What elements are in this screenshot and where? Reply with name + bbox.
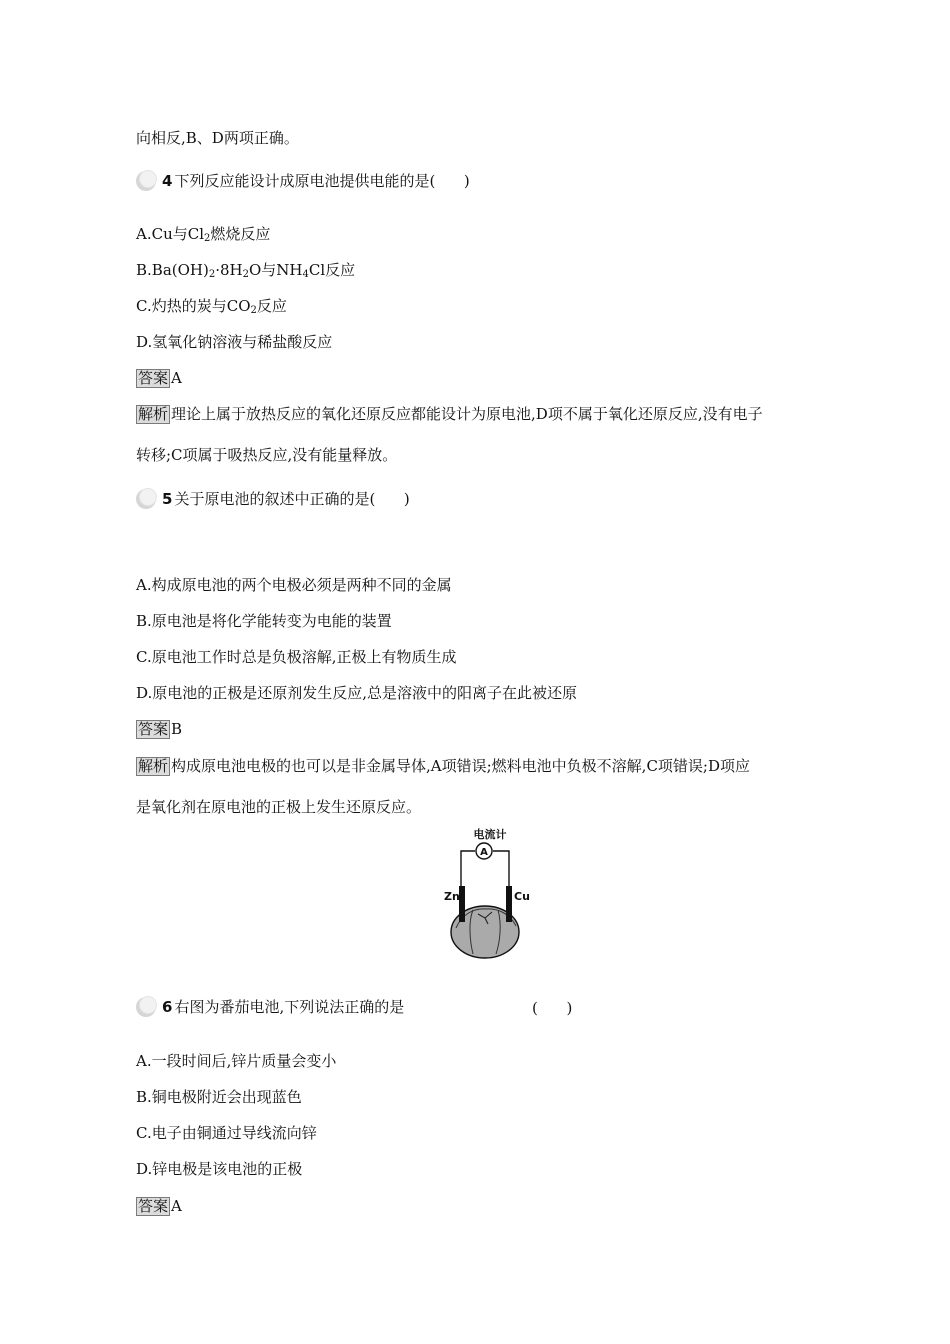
option-6b: B.铜电极附近会出现蓝色 <box>136 1088 302 1106</box>
question-6-paren: ( ) <box>532 999 573 1017</box>
question-5-stem <box>136 488 410 510</box>
question-number: 6 <box>162 998 173 1016</box>
option-4a: A.Cu与$Cl_2$燃烧反应 <box>136 225 271 244</box>
answer-paren: ) <box>375 490 410 508</box>
analysis-tag: 解析 <box>138 405 169 423</box>
question-6-stem <box>136 996 404 1018</box>
copper-electrode <box>506 886 512 922</box>
analysis-4-line-2: 转移;C项属于吸热反应,没有能量释放。 <box>136 446 398 464</box>
question-text: 下列反应能设计成原电池提供电能的是( <box>174 172 436 190</box>
analysis-4-line-1 <box>136 404 763 424</box>
answer-5 <box>136 719 182 739</box>
analysis-5-line-2: 是氧化剂在原电池的正极上发生还原反应。 <box>136 798 422 816</box>
option-5c: C.原电池工作时总是负极溶解,正极上有物质生成 <box>136 648 457 666</box>
question-text: 关于原电池的叙述中正确的是( <box>174 490 376 508</box>
question-marker-icon <box>136 170 160 192</box>
question-number: 5 <box>162 490 173 508</box>
meter-label: 电流计 <box>473 828 507 841</box>
analysis-text: 理论上属于放热反应的氧化还原反应都能设计为原电池,D项不属于氧化还原反应,没有电子 <box>171 405 763 423</box>
option-5d: D.原电池的正极是还原剂发生反应,总是溶液中的阳离子在此被还原 <box>136 684 578 702</box>
ammeter-symbol: A <box>480 847 488 858</box>
answer-tag: 答案 <box>138 1197 169 1215</box>
zinc-label: Zn <box>444 890 460 903</box>
option-5a: A.构成原电池的两个电极必须是两种不同的金属 <box>136 576 452 594</box>
question-4-stem <box>136 170 470 192</box>
answer-6 <box>136 1196 182 1216</box>
option-6d: D.锌电极是该电池的正极 <box>136 1160 303 1178</box>
tomato-battery-figure <box>440 826 540 962</box>
answer-value: A <box>171 369 182 387</box>
question-text: 右图为番茄电池,下列说法正确的是 <box>174 998 405 1016</box>
answer-tag: 答案 <box>138 369 169 387</box>
analysis-tag: 解析 <box>138 757 169 775</box>
option-4c: C.灼热的炭与$CO_2$反应 <box>136 297 287 316</box>
answer-4 <box>136 368 182 388</box>
option-4d: D.氢氧化钠溶液与稀盐酸反应 <box>136 333 333 351</box>
left-wire <box>461 851 475 886</box>
question-marker-icon <box>136 996 160 1018</box>
answer-value: A <box>171 1197 182 1215</box>
option-5b: B.原电池是将化学能转变为电能的装置 <box>136 612 392 630</box>
right-wire <box>493 851 509 886</box>
option-6c: C.电子由铜通过导线流向锌 <box>136 1124 317 1142</box>
option-6a: A.一段时间后,锌片质量会变小 <box>136 1052 337 1070</box>
option-4b: $B.Ba(OH)_2\cdot 8H_2O$与$NH_4Cl$反应 <box>136 261 356 280</box>
question-marker-icon <box>136 488 160 510</box>
answer-value: B <box>171 720 183 738</box>
copper-label: Cu <box>514 890 530 903</box>
zinc-electrode <box>459 886 465 922</box>
question-number: 4 <box>162 172 173 190</box>
analysis-5-line-1 <box>136 756 750 776</box>
answer-tag: 答案 <box>138 720 169 738</box>
intro-text: 向相反,B、D两项正确。 <box>136 129 299 147</box>
analysis-text: 构成原电池电极的也可以是非金属导体,A项错误;燃料电池中负极不溶解,C项错误;D项应 <box>171 757 750 775</box>
answer-paren: ) <box>435 172 470 190</box>
